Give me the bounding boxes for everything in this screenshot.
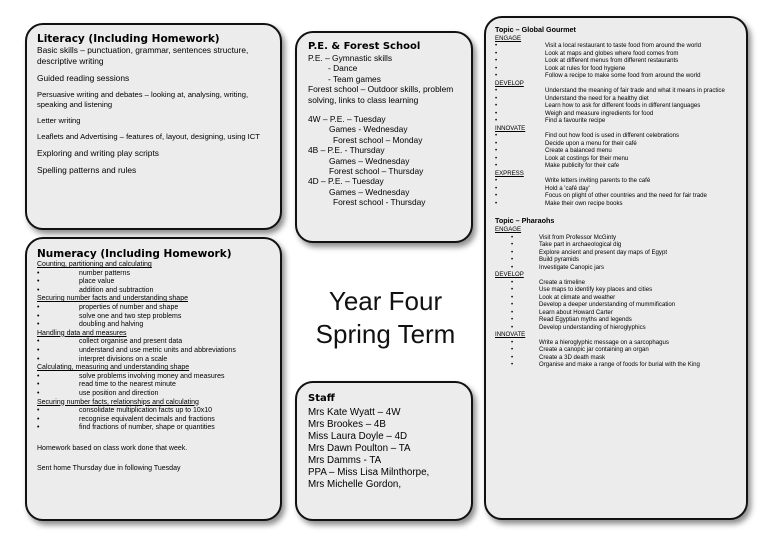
topic-phase-heading: ENGAGE <box>495 34 522 42</box>
topic-item: • Make publicity for their cafe <box>495 162 737 170</box>
pe-line: - Team games <box>328 73 381 84</box>
pe-line: Forest school – Outdoor skills, problem solving, links to class learning <box>308 84 454 105</box>
numeracy-section-heading: Handling data and measures <box>37 329 127 337</box>
numeracy-sections <box>37 261 270 433</box>
numeracy-section-heading: Counting, partitioning and calculating <box>37 261 152 268</box>
pe-line: 4B – P.E. - Thursday <box>308 145 385 156</box>
staff-member: PPA – Miss Lisa Milnthorpe, <box>308 467 430 478</box>
numeracy-title: Numeracy (Including Homework) <box>37 248 232 260</box>
numeracy-item: • recognise equivalent decimals and fractions <box>37 416 270 425</box>
numeracy-item: • collect organise and present data <box>37 338 270 347</box>
topic-item: • Read Egyptian myths and legends <box>495 316 737 324</box>
pe-line: - Dance <box>328 63 358 74</box>
topic-gourmet-title: Topic – Global Gourmet <box>495 25 576 34</box>
topic-item: • Focus on plight of other countries and the need for fair trade <box>495 192 737 200</box>
numeracy-item: • addition and subtraction <box>37 287 270 296</box>
literacy-item: Persuasive writing and debates – looking at, analysing, writing, speaking and listening <box>37 90 249 109</box>
staff-member: Miss Laura Doyle – 4D <box>308 431 408 442</box>
topic-item: • Take part in archaeological dig <box>495 241 737 249</box>
pe-forest-school-panel <box>295 31 473 243</box>
topic-item: • Look at climate and weather <box>495 294 737 302</box>
staff-member: Mrs Brookes – 4B <box>308 419 386 430</box>
pe-line: Forest school – Thursday <box>329 166 424 177</box>
topic-item: • Build pyramids <box>495 256 737 264</box>
literacy-item: Guided reading sessions <box>37 73 130 83</box>
staff-title: Staff <box>308 393 335 404</box>
topic-gourmet-phases <box>495 35 737 208</box>
term-label: Spring Term <box>315 319 456 349</box>
numeracy-item: • solve problems involving money and measures <box>37 373 270 382</box>
homework-note: Homework based on class work done that week. <box>37 444 188 452</box>
topic-item: • Make their own recipe books <box>495 200 737 208</box>
pe-line: 4W – P.E. – Tuesday <box>308 114 386 125</box>
pe-line: Forest school – Monday <box>333 134 423 145</box>
topic-item: • Look at rules for food hygiene <box>495 65 737 73</box>
pe-line: P.E. – Gymnastic skills <box>308 53 393 63</box>
topic-item: • Learn about Howard Carter <box>495 309 737 317</box>
topic-phase-heading: ENGAGE <box>495 226 522 234</box>
literacy-panel <box>25 23 282 230</box>
literacy-item: Leaflets and Advertising – features of, layout, designing, using ICT <box>37 132 260 141</box>
topic-pharaohs-title: Topic – Pharaohs <box>495 216 555 226</box>
numeracy-item: • interpret divisions on a scale <box>37 356 270 365</box>
numeracy-section-heading: Calculating, measuring and understanding shape <box>37 364 190 372</box>
pe-line: Games - Wednesday <box>329 124 408 135</box>
pe-line: Games – Wednesday <box>329 155 410 166</box>
sent-home-note: Sent home Thursday due in following Tuesday <box>37 464 181 472</box>
numeracy-item: • place value <box>37 278 270 287</box>
topic-item: • Organise and make a range of foods for burial with the King <box>495 361 737 369</box>
topic-panel <box>484 16 748 520</box>
numeracy-item: • solve one and two step problems <box>37 313 270 322</box>
topic-item: • Use maps to identify key places and cities <box>495 286 737 294</box>
topic-phase-heading: INNOVATE <box>495 331 526 339</box>
topic-item: • Follow a recipe to make some food from around the world <box>495 72 737 80</box>
literacy-item: Spelling patterns and rules <box>37 165 137 175</box>
topic-item: • Visit a local restaurant to taste food from around the world <box>495 42 737 50</box>
topic-item: • Explore ancient and present day maps of Egypt <box>495 249 737 257</box>
staff-member: Mrs Dawn Poulton – TA <box>308 443 411 454</box>
pe-line: Games – Wednesday <box>329 186 410 197</box>
literacy-item: Exploring and writing play scripts <box>37 148 159 158</box>
staff-list <box>308 407 460 491</box>
topic-item: • Understand the meaning of fair trade and what it means in practice <box>495 87 737 95</box>
staff-panel <box>295 381 473 521</box>
topic-item: • Develop understanding of hieroglyphics <box>495 324 737 332</box>
topic-phase-heading: INNOVATE <box>495 124 526 132</box>
topic-item: • Create a timeline <box>495 279 737 287</box>
topic-item: • Look at maps and globes where food comes from <box>495 50 737 58</box>
numeracy-item: • number patterns <box>37 270 270 279</box>
pe-line: 4D – P.E. – Tuesday <box>308 176 384 187</box>
topic-item: • Create a 3D death mask <box>495 354 737 362</box>
topic-item: • Weigh and measure ingredients for food <box>495 110 737 118</box>
topic-item: • Create a balanced menu <box>495 147 737 155</box>
staff-member: Mrs Michelle Gordon, <box>308 479 402 490</box>
topic-item: • Write letters inviting parents to the café <box>495 177 737 185</box>
topic-item: • Decide upon a menu for their café <box>495 140 737 148</box>
literacy-title: Literacy (Including Homework) <box>37 33 220 45</box>
topic-phase-heading: EXPRESS <box>495 169 524 177</box>
numeracy-item: • doubling and halving <box>37 321 270 330</box>
pe-title: P.E. & Forest School <box>308 41 421 52</box>
topic-item: • Find a favourite recipe <box>495 117 737 125</box>
topic-item: • Investigate Canopic jars <box>495 264 737 272</box>
topic-item: • Hold a 'café day' <box>495 185 737 193</box>
numeracy-item: • use position and direction <box>37 390 270 399</box>
topic-pharaohs-phases <box>495 226 737 369</box>
numeracy-item: • consolidate multiplication facts up to 10x10 <box>37 407 270 416</box>
numeracy-item: • find fractions of number, shape or quantities <box>37 424 270 433</box>
numeracy-section-heading: Securing number facts and understanding shape <box>37 295 188 303</box>
literacy-item: Letter writing <box>37 116 81 125</box>
staff-member: Mrs Damms - TA <box>308 455 382 466</box>
numeracy-section-heading: Securing number facts, relationships and calculating <box>37 398 199 406</box>
year-label: Year Four <box>328 286 443 316</box>
literacy-item: Basic skills – punctuation, grammar, sentences structure, descriptive writing <box>37 45 249 66</box>
pe-schedule <box>308 53 460 208</box>
topic-item: • Create a canopic jar containing an organ <box>495 346 737 354</box>
numeracy-item: • read time to the nearest minute <box>37 381 270 390</box>
numeracy-panel <box>25 237 282 521</box>
topic-phase-heading: DEVELOP <box>495 79 524 87</box>
topic-item: • Develop a deeper understanding of mummification <box>495 301 737 309</box>
staff-member: Mrs Kate Wyatt – 4W <box>308 407 401 418</box>
literacy-list <box>37 45 270 176</box>
topic-item: • Look at costings for their menu <box>495 155 737 163</box>
topic-phase-heading: DEVELOP <box>495 271 524 279</box>
topic-item: • Visit from Professor McGinty <box>495 234 737 242</box>
topic-item: • Look at different menus from different restaurants <box>495 57 737 65</box>
pe-line: Forest school - Thursday <box>333 197 426 208</box>
term-heading <box>298 285 473 351</box>
topic-item: • Write a hieroglyphic message on a sarcophagus <box>495 339 737 347</box>
numeracy-item: • understand and use metric units and abbreviations <box>37 347 270 356</box>
numeracy-item: • properties of number and shape <box>37 304 270 313</box>
topic-item: • Understand the need for a healthy diet <box>495 95 737 103</box>
topic-item: • Learn how to ask for different foods in different languages <box>495 102 737 110</box>
topic-item: • Find out how food is used in different celebrations <box>495 132 737 140</box>
